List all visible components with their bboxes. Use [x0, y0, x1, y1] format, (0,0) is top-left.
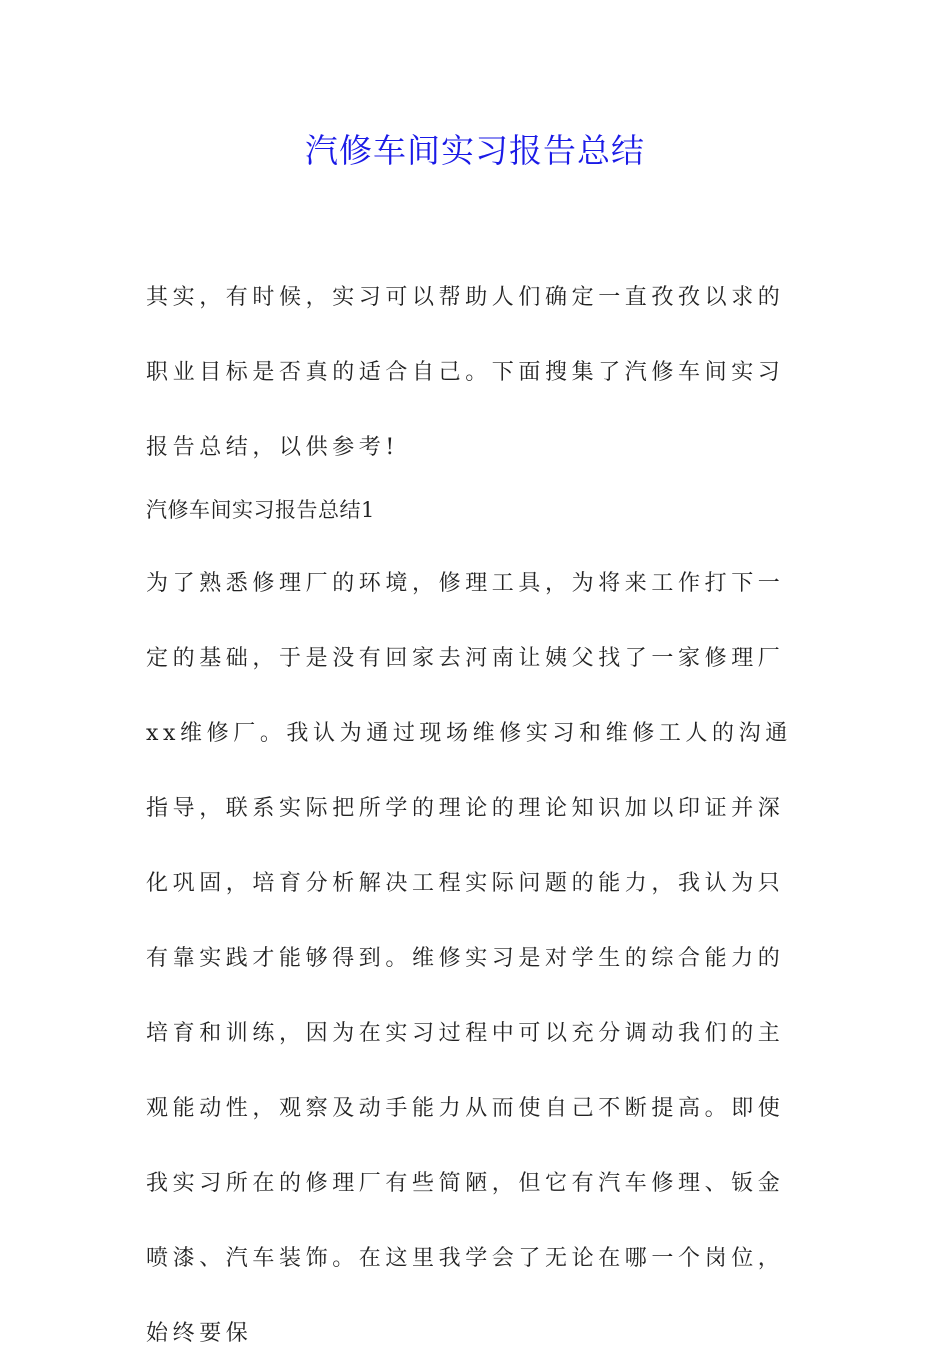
- section-body-paragraph: 为了熟悉修理厂的环境，修理工具，为将来工作打下一定的基础，于是没有回家去河南让姨父找了一家修理厂xx维修厂。我认为通过现场维修实习和维修工人的沟通指导，联系实际把所学的理论的理论知识加以印证并深化巩固，培育分析解决工程实际问题的能力，我认为只有靠实践才能够得到。维修实习是对学生的综合能力的培育和训练，因为在实习过程中可以充分调动我们的主观能动性，观察及动手能力从而使自己不断提高。即使我实习所在的修理厂有些简陋，但它有汽车修理、钣金喷漆、汽车装饰。在这里我学会了无论在哪一个岗位，始终要保: [146, 571, 792, 1346]
- intro-paragraph: 其实，有时候，实习可以帮助人们确定一直孜孜以求的职业目标是否真的适合自己。下面搜集了汽修车间实习报告总结，以供参考!: [146, 285, 785, 460]
- document-title: 汽修车间实习报告总结: [305, 131, 645, 170]
- section-heading: 汽修车间实习报告总结1: [146, 498, 375, 522]
